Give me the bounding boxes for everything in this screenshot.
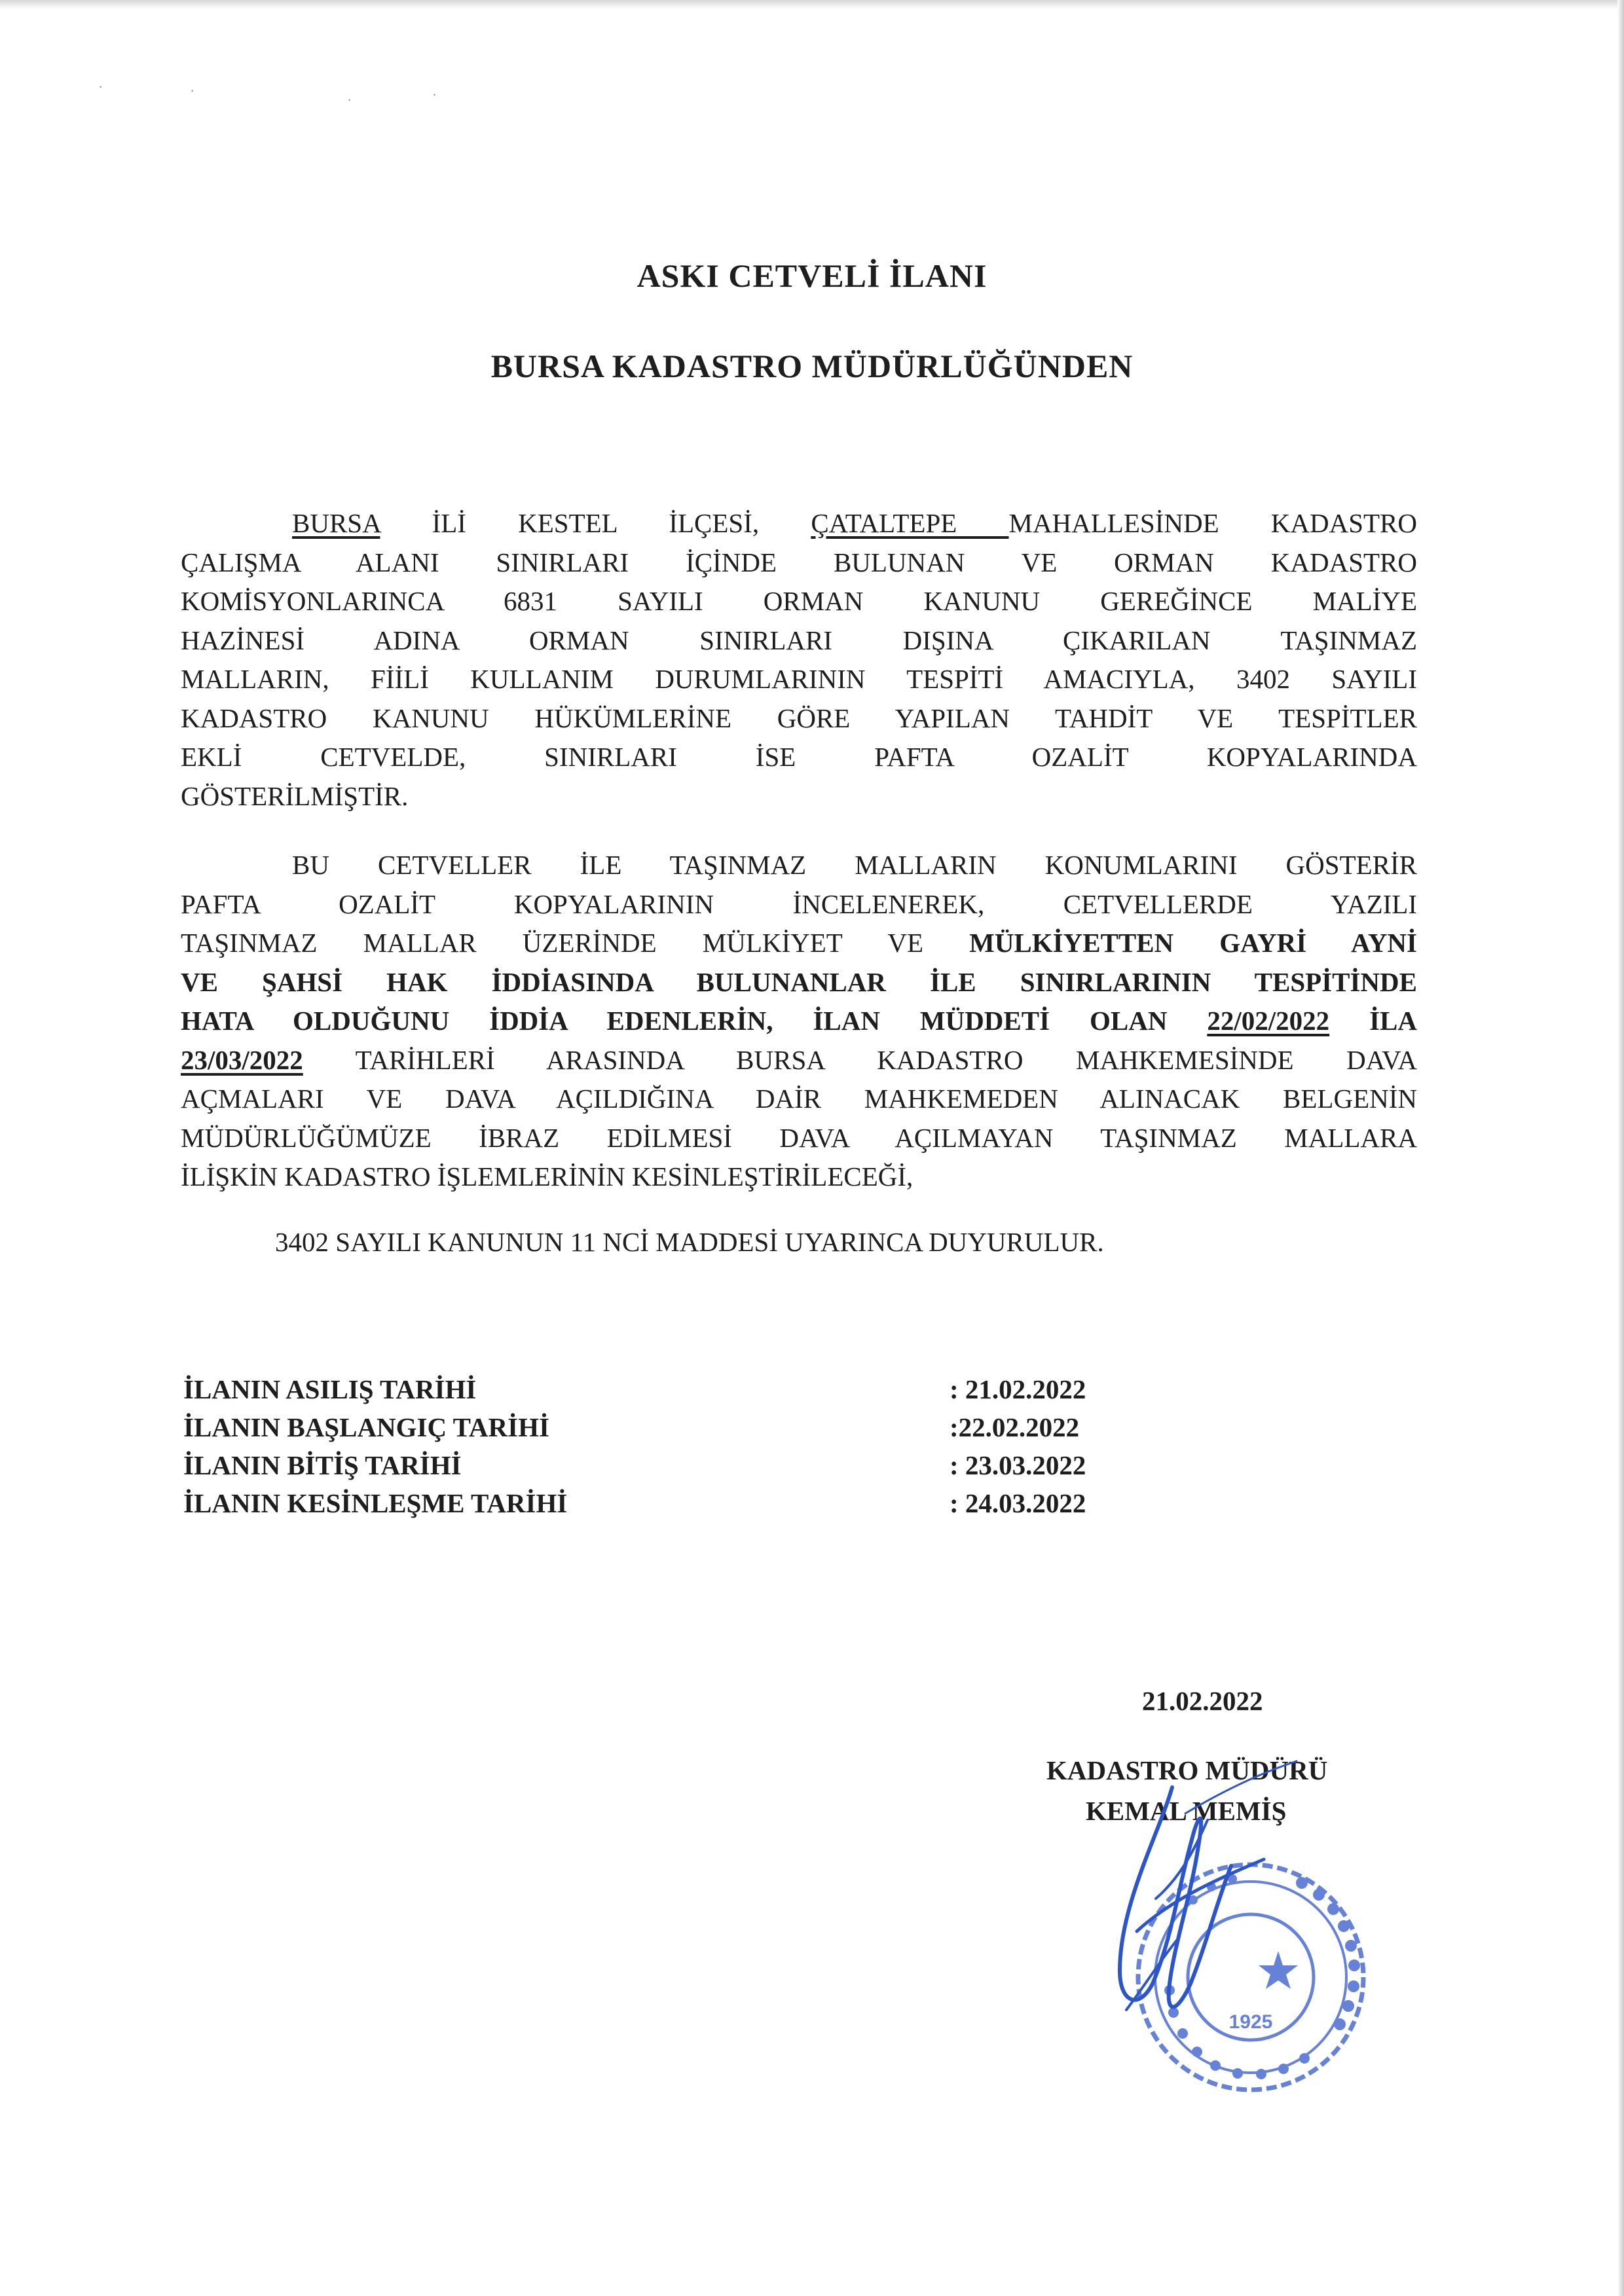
document-title: ASKI CETVELİ İLANI: [637, 257, 987, 294]
paragraph-line: HATA OLDUĞUNU İDDİA EDENLERİN, İLAN MÜDDETİ OLAN 22/02/2022 İLA: [181, 1006, 1417, 1036]
date-label: İLANIN BAŞLANGIÇ TARİHİ: [183, 1412, 549, 1442]
paragraph-line: BURSA İLİ KESTEL İLÇESİ, ÇATALTEPE MAHALLESİNDE KADASTRO: [292, 508, 1418, 538]
paragraph-line: GÖSTERİLMİŞTİR.: [181, 780, 409, 811]
date-row: [183, 1487, 1139, 1525]
signature-date: 21.02.2022: [1142, 1686, 1263, 1716]
announcement-paragraph-1: [181, 504, 1417, 816]
scan-speck: ·: [347, 92, 352, 108]
announcement-dates: [183, 1374, 1139, 1525]
date-value: : 23.03.2022: [950, 1450, 1086, 1480]
period-start-date: 22/02/2022: [1207, 1006, 1330, 1036]
signatory-title: KADASTRO MÜDÜRÜ: [1046, 1755, 1328, 1785]
date-value: : 21.02.2022: [950, 1374, 1086, 1404]
date-row: [183, 1374, 1139, 1412]
paragraph-line: HAZİNESİ ADINA ORMAN SINIRLARI DIŞINA ÇIKARILAN TAŞINMAZ: [181, 625, 1417, 655]
paragraph-line: VE ŞAHSİ HAK İDDİASINDA BULUNANLAR İLE SINIRLARININ TESPİTİNDE: [181, 966, 1417, 997]
date-label: İLANIN KESİNLEŞME TARİHİ: [183, 1488, 568, 1518]
date-row: [183, 1412, 1139, 1449]
star-icon: [1259, 1951, 1298, 1989]
date-value: :22.02.2022: [950, 1412, 1080, 1442]
city-name: BURSA: [292, 508, 380, 538]
date-label: İLANIN ASILIŞ TARİHİ: [183, 1374, 477, 1404]
paragraph-line: ÇALIŞMA ALANI SINIRLARI İÇİNDE BULUNAN VE ORMAN KADASTRO: [181, 547, 1417, 577]
paragraph-line: MALLARIN, FİİLİ KULLANIM DURUMLARININ TESPİTİ AMACIYLA, 3402 SAYILI: [181, 664, 1417, 694]
paragraph-line: TAŞINMAZ MALLAR ÜZERİNDE MÜLKİYET VE MÜLKİYETTEN GAYRİ AYNİ: [181, 928, 1417, 958]
crescent-icon: [1207, 1951, 1270, 2014]
paragraph-line: AÇMALARI VE DAVA AÇILDIĞINA DAİR MAHKEMEDEN ALINACAK BELGENİN: [181, 1084, 1417, 1114]
paragraph-line: KOMİSYONLARINCA 6831 SAYILI ORMAN KANUNU GEREĞİNCE MALİYE: [181, 586, 1417, 616]
issuing-office: BURSA KADASTRO MÜDÜRLÜĞÜNDEN: [490, 348, 1134, 384]
scan-edge-right: [1617, 0, 1624, 2296]
announcement-paragraph-3: 3402 SAYILI KANUNUN 11 NCİ MADDESİ UYARINCA DUYURULUR.: [275, 1227, 1104, 1257]
date-row: [183, 1449, 1139, 1487]
scan-speck: ·: [190, 82, 195, 99]
paragraph-line: İLİŞKİN KADASTRO İŞLEMLERİNİN KESİNLEŞTİRİLECEĞİ,: [181, 1161, 913, 1192]
announcement-paragraph-2: [181, 846, 1417, 1197]
signatory-name: KEMAL MEMİŞ: [1086, 1796, 1287, 1826]
official-stamp-and-signature: [1022, 1735, 1428, 2154]
scan-speck: ·: [98, 79, 103, 95]
paragraph-line: 23/03/2022 TARİHLERİ ARASINDA BURSA KADASTRO MAHKEMESİNDE DAVA: [181, 1044, 1417, 1075]
paragraph-line: PAFTA OZALİT KOPYALARININ İNCELENEREK, CETVELLERDE YAZILI: [181, 888, 1417, 919]
date-value: : 24.03.2022: [950, 1488, 1086, 1518]
date-label: İLANIN BİTİŞ TARİHİ: [183, 1450, 462, 1480]
scan-edge-top: [0, 0, 1624, 9]
scan-speck: ·: [432, 86, 437, 103]
paragraph-line: KADASTRO KANUNU HÜKÜMLERİNE GÖRE YAPILAN TAHDİT VE TESPİTLER: [181, 702, 1417, 733]
seal-year: 1925: [1228, 2011, 1273, 2033]
paragraph-line: BU CETVELLER İLE TAŞINMAZ MALLARIN KONUMLARINI GÖSTERİR: [292, 850, 1417, 880]
paragraph-line: MÜDÜRLÜĞÜMÜZE İBRAZ EDİLMESİ DAVA AÇILMAYAN TAŞINMAZ MALLARA: [181, 1122, 1417, 1153]
neighborhood-name: ÇATALTEPE: [811, 508, 1009, 538]
period-end-date: 23/03/2022: [181, 1044, 303, 1075]
paragraph-line: EKLİ CETVELDE, SINIRLARI İSE PAFTA OZALİT KOPYALARINDA: [181, 742, 1417, 772]
